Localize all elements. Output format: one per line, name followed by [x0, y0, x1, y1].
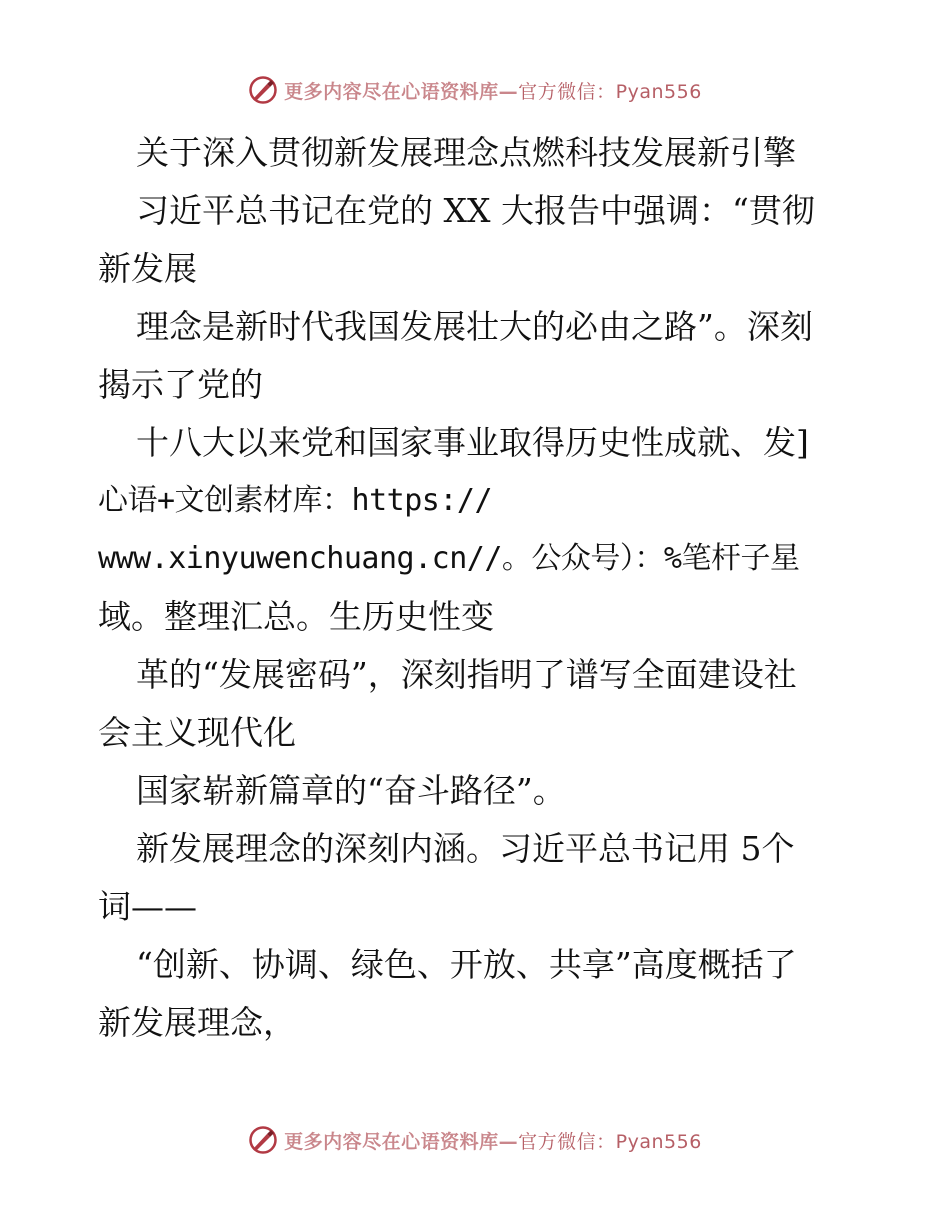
header-watermark-main: 更多内容尽在心语资料库— — [284, 80, 519, 103]
paragraph-line: 词—— — [98, 887, 197, 926]
paragraph-line: 心语+文创素材库：https:// — [98, 483, 493, 518]
pen-circle-logo-icon — [248, 1125, 278, 1155]
paragraph-line: 新发展理念， — [98, 1003, 296, 1042]
paragraph-line: www.xinyuwenchuang.cn//。公众号）：%笔杆子星 — [98, 541, 800, 576]
pen-circle-logo-icon — [248, 75, 278, 105]
header-watermark-sub: 官方微信：Pyan556 — [518, 80, 702, 103]
paragraph-line: 革的“发展密码”，深刻指明了谱写全面建设社 — [136, 655, 797, 694]
paragraph-line: 域。整理汇总。生历史性变 — [98, 597, 494, 636]
header-watermark — [0, 70, 950, 110]
footer-watermark — [0, 1120, 950, 1160]
document-body — [98, 124, 854, 1052]
footer-watermark-main: 更多内容尽在心语资料库— — [284, 1130, 519, 1153]
paragraph-line: 新发展 — [98, 249, 197, 288]
paragraph-line: 十八大以来党和国家事业取得历史性成就、发] — [136, 423, 809, 462]
paragraph-line: 国家崭新篇章的“奋斗路径”。 — [136, 771, 566, 810]
paragraph-line: 理念是新时代我国发展壮大的必由之路”。深刻 — [136, 307, 813, 346]
document-title: 关于深入贯彻新发展理念点燃科技发展新引擎 — [136, 133, 796, 172]
footer-watermark-sub: 官方微信：Pyan556 — [518, 1130, 702, 1153]
paragraph-line: 会主义现代化 — [98, 713, 296, 752]
paragraph-line: 揭示了党的 — [98, 365, 263, 404]
paragraph-line: 习近平总书记在党的 XX 大报告中强调：“贯彻 — [136, 191, 815, 230]
paragraph-line: “创新、协调、绿色、开放、共享”高度概括了 — [136, 945, 797, 984]
paragraph-line: 新发展理念的深刻内涵。习近平总书记用 5个 — [136, 829, 795, 868]
